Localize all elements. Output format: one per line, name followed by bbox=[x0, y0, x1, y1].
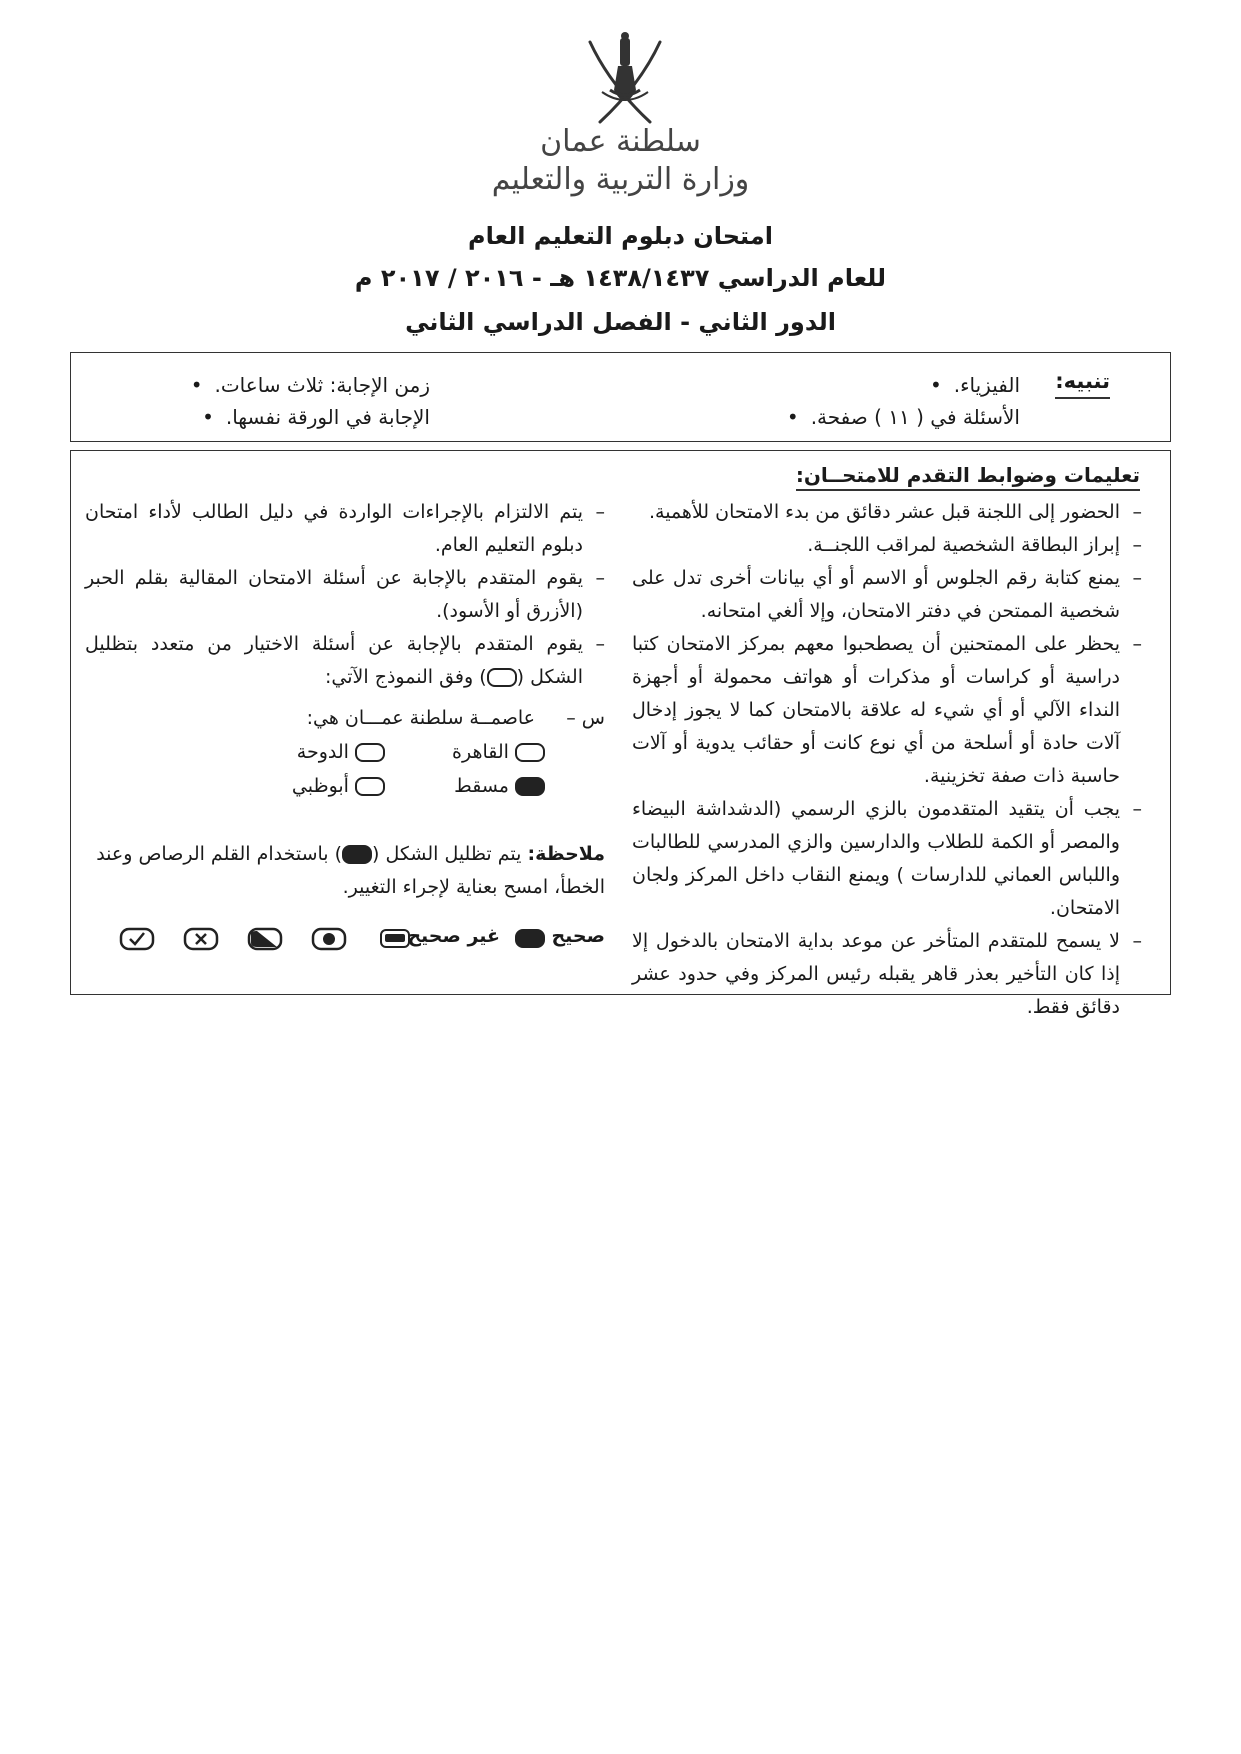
shading-instruction-b: ) وفق النموذج الآتي: bbox=[325, 666, 487, 688]
empty-oval-icon bbox=[487, 668, 517, 687]
correct-label: صحيح bbox=[551, 925, 605, 947]
notice-time: زمن الإجابة: ثلاث ساعات. • bbox=[191, 373, 430, 397]
dot-oval-icon bbox=[311, 927, 347, 951]
partial-bar-oval-icon bbox=[380, 929, 410, 948]
filled-oval-icon bbox=[515, 777, 545, 796]
note bbox=[85, 838, 605, 904]
list-item: – لا يسمح للمتقدم المتأخر عن موعد بداية الامتحان بالدخول إلا إذا كان التأخير بعذر قاهر يقبله رئيس المركز وفي حدود عشر دقائق فقط. bbox=[632, 925, 1142, 1024]
notice-answer-place: الإجابة في الورقة نفسها. • bbox=[202, 405, 430, 429]
exam-session: الدور الثاني - الفصل الدراسي الثاني bbox=[405, 308, 836, 336]
incorrect-label: غير صحيح bbox=[407, 925, 500, 947]
marking-examples bbox=[85, 921, 605, 957]
instructions-box bbox=[70, 450, 1171, 1018]
note-text-b: ) باستخدام القلم الرصاص وعند الخطأ، امسح بعناية لإجراء التغيير. bbox=[96, 843, 605, 898]
instructions-title: تعليمات وضوابط التقدم للامتحــان: bbox=[796, 463, 1140, 491]
half-shaded-oval-icon bbox=[247, 927, 283, 951]
org-line-1: سلطنة عمان bbox=[540, 124, 701, 159]
list-item: – يقوم المتقدم بالإجابة عن أسئلة الامتحان المقالية بقلم الحبر (الأزرق أو الأسود). bbox=[85, 562, 605, 628]
oman-emblem-icon bbox=[580, 30, 670, 130]
org-line-2: وزارة التربية والتعليم bbox=[491, 162, 750, 197]
notice-pages: الأسئلة في ( ١١ ) صفحة. • bbox=[787, 405, 1020, 429]
shading-instruction-a: يقوم المتقدم بالإجابة عن أسئلة الاختيار من متعدد بتظليل الشكل ( bbox=[85, 633, 583, 688]
option-abudhabi: أبوظبي bbox=[292, 770, 385, 803]
option-muscat: مسقط bbox=[454, 770, 545, 803]
note-label: ملاحظة: bbox=[527, 843, 605, 865]
notice-label: تنبيه: bbox=[1055, 369, 1110, 399]
list-item: – يحظر على الممتحنين أن يصطحبوا معهم بمركز الامتحان كتبا دراسية أو كراسات أو مذكرات أو هواتف محمولة أو أجهزة النداء الآلي أو أي شيء له علاقة بالامتحان كما لا يجوز إدخال آلات حادة أو أسلحة من أي نوع كانت أو حقائب يدوية أو آلات حاسبة ذات صفة تخزينية. bbox=[632, 628, 1142, 793]
question-prefix: س – bbox=[566, 707, 605, 729]
list-item bbox=[85, 628, 605, 694]
list-item: – يجب أن يتقيد المتقدمون بالزي الرسمي (الدشداشة البيضاء والمصر أو الكمة للطلاب والدارسين والزي المدرسي للطالبات واللباس العماني للدارسات ) ويمنع النقاب داخل المركز ولجان الامتحان. bbox=[632, 793, 1142, 925]
list-item: – يتم الالتزام بالإجراءات الواردة في دليل الطالب لأداء امتحان دبلوم التعليم العام. bbox=[85, 496, 605, 562]
filled-oval-icon bbox=[342, 845, 372, 864]
note-text-a: يتم تظليل الشكل ( bbox=[372, 843, 522, 865]
list-item: – الحضور إلى اللجنة قبل عشر دقائق من بدء الامتحان للأهمية. bbox=[632, 496, 1142, 529]
empty-oval-icon bbox=[355, 743, 385, 762]
academic-year: للعام الدراسي ١٤٣٨/١٤٣٧ هـ - ٢٠١٦ / ٢٠١٧ م bbox=[354, 264, 887, 292]
empty-oval-icon bbox=[515, 743, 545, 762]
option-doha: الدوحة bbox=[297, 736, 385, 769]
empty-oval-icon bbox=[355, 777, 385, 796]
exam-title: امتحان دبلوم التعليم العام bbox=[468, 222, 773, 250]
question-text: عاصمــة سلطنة عمـــان هي: bbox=[306, 707, 535, 729]
notice-box bbox=[70, 352, 1171, 442]
list-item: – يمنع كتابة رقم الجلوس أو الاسم أو أي بيانات أخرى تدل على شخصية الممتحن في دفتر الامتحان، وإلا ألغي امتحانه. bbox=[632, 562, 1142, 628]
cross-oval-icon bbox=[183, 927, 219, 951]
correct-filled-oval-icon bbox=[515, 929, 545, 948]
instructions-left-column bbox=[85, 496, 605, 904]
notice-subject: الفيزياء. • bbox=[930, 373, 1020, 397]
option-cairo: القاهرة bbox=[452, 736, 545, 769]
instructions-right-column bbox=[632, 496, 1142, 1024]
list-item: – إبراز البطاقة الشخصية لمراقب اللجنــة. bbox=[632, 529, 1142, 562]
check-oval-icon bbox=[119, 927, 155, 951]
sample-question bbox=[85, 702, 605, 832]
